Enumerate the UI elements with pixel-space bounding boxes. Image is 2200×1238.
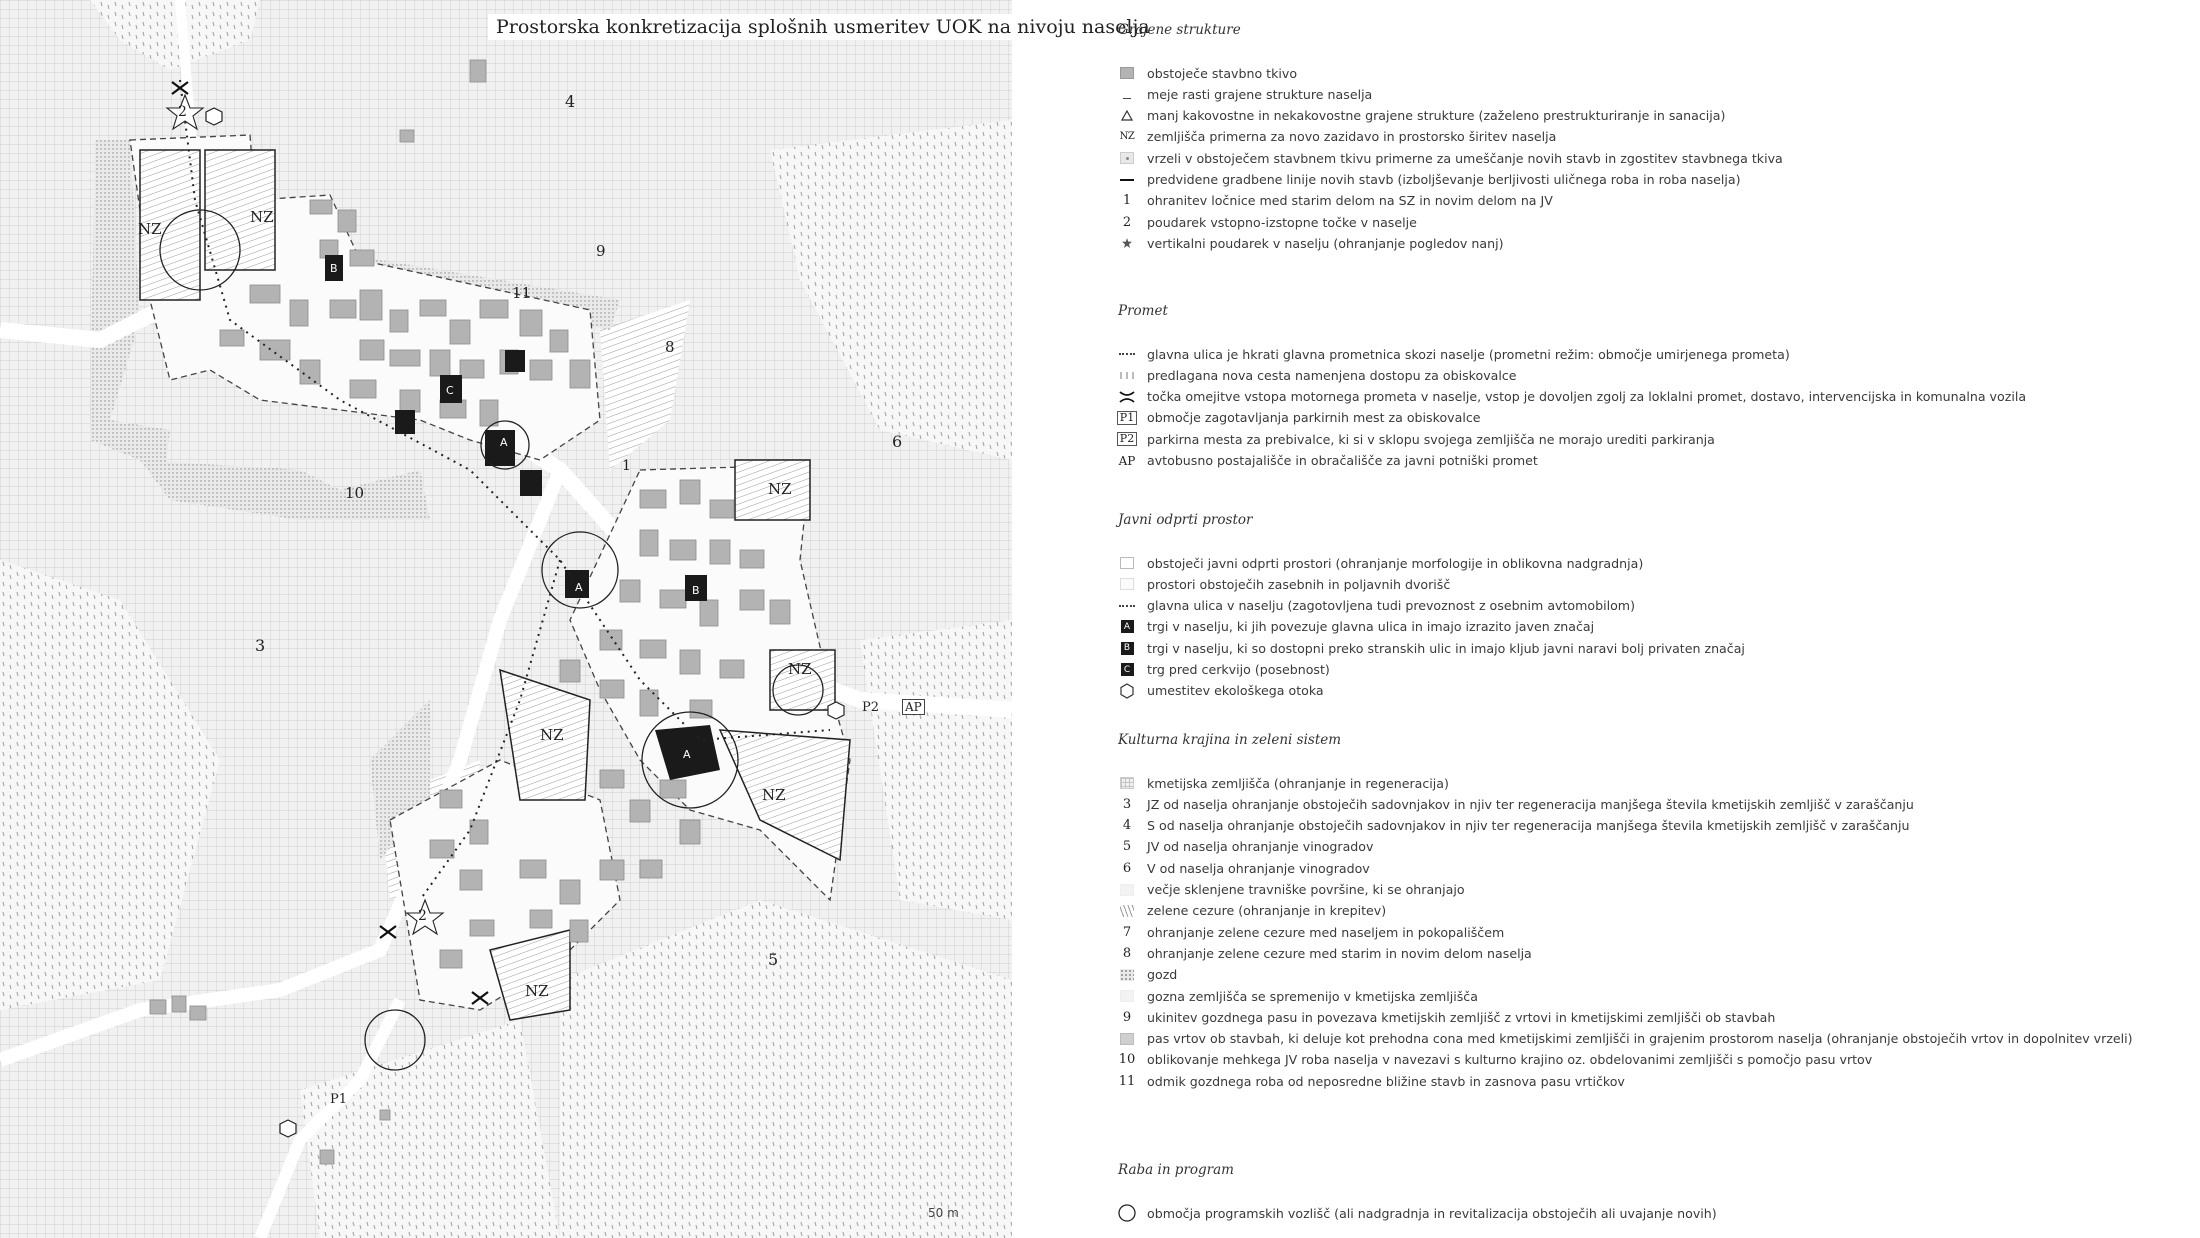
legend-item-text: JV od naselja ohranjanje vinogradov [1147, 839, 1374, 855]
legend-section-title: Kulturna krajina in zeleni sistem [1118, 732, 1342, 748]
legend-symbol-white-square-light-icon [1118, 575, 1136, 593]
legend-item [1118, 597, 1635, 615]
legend-item [1118, 1008, 1775, 1026]
legend-item [1118, 64, 1297, 82]
parking-p2-label: P2 [862, 700, 880, 715]
legend-item [1118, 1072, 1625, 1090]
legend-symbol-faint-square-icon [1118, 881, 1136, 899]
legend-symbol-number-icon: 7 [1122, 924, 1132, 940]
legend-item [1118, 774, 1449, 792]
legend-item [1118, 618, 1594, 636]
legend-item [1118, 639, 1745, 657]
zone-label-1: 1 [622, 458, 631, 474]
legend-item [1118, 966, 1177, 984]
square-label-a: A [683, 748, 691, 761]
legend-item-text: glavna ulica je hkrati glavna prometnica skozi naselje (prometni režim: območje umirjenega prometa) [1147, 346, 1790, 362]
square-label-c: C [446, 384, 454, 397]
legend-item [1118, 171, 1741, 189]
nz-label: NZ [768, 480, 792, 498]
legend-symbol-number-icon: 6 [1122, 860, 1132, 876]
legend-item-text: oblikovanje mehkega JV roba naselja v navezavi s kulturno krajino oz. obdelovanimi zemljišči s pomočjo pasu vrtov [1147, 1052, 1873, 1068]
legend-item [1118, 554, 1643, 572]
zone-label-4: 4 [565, 92, 576, 111]
zone-label-6: 6 [892, 432, 903, 451]
legend-item [1118, 149, 1783, 167]
map-title: Prostorska konkretizacija splošnih usmeritev UOK na nivoju naselja [488, 14, 1158, 40]
legend-symbol-short-line-icon [1118, 85, 1136, 103]
legend-symbol-white-square-icon [1118, 554, 1136, 572]
nz-label: NZ [525, 982, 549, 1000]
legend-item [1118, 944, 1532, 962]
legend-item [1118, 795, 1914, 813]
legend-item [1118, 452, 1538, 470]
legend-item [1118, 1051, 1872, 1069]
legend-item [1118, 234, 1504, 252]
legend-symbol-box-label-icon: P1 [1118, 409, 1136, 427]
legend-symbol-number-icon: 1 [1122, 193, 1132, 209]
legend-item-text: pas vrtov ob stavbah, ki deluje kot prehodna cona med kmetijskimi zemljišči in grajenim prostorom naselja (ohranjanje obstoječih vrtov in dopolnitev vrzeli) [1147, 1031, 2133, 1047]
zone-label-10: 10 [345, 484, 365, 502]
legend-item-text: ukinitev gozdnega pasu in povezava kmetijskih zemljišč z vrtovi in kmetijskimi zemljišči ob stavbah [1147, 1009, 1776, 1025]
legend-symbol-black-label-icon: C [1118, 661, 1136, 679]
legend-item [1118, 987, 1478, 1005]
legend-symbol-dotted-square-icon [1118, 149, 1136, 167]
legend-item [1118, 388, 2026, 406]
legend-item-text: glavna ulica v naselju (zagotovljena tudi prevoznost z osebnim avtomobilom) [1147, 598, 1635, 614]
legend-item [1118, 838, 1373, 856]
legend-item-text: JZ od naselja ohranjanje obstoječih sadovnjakov in njiv ter regeneracija manjšega števila kmetijskih zemljišč v zaraščanju [1147, 796, 1914, 812]
legend-item [1118, 817, 1910, 835]
legend-item [1118, 881, 1465, 899]
legend-item-text: ohranitev ločnice med starim delom na SZ in novim delom na JV [1147, 193, 1553, 209]
legend-item-text: vrzeli v obstoječem stavbnem tkivu primerne za umeščanje novih stavb in zgostitev stavbnega tkiva [1147, 150, 1783, 166]
scale-bar-label: 50 m [928, 1206, 959, 1220]
legend-item-text: zemljišča primerna za novo zazidavo in prostorsko širitev naselja [1147, 129, 1557, 145]
legend-symbol-box-label-icon: P2 [1118, 430, 1136, 448]
legend-section-title: Raba in program [1118, 1162, 1234, 1178]
zone-label-8: 8 [665, 338, 675, 356]
legend-section [1118, 303, 2027, 468]
zone-label-3: 3 [255, 636, 266, 655]
legend-item [1118, 575, 1450, 593]
zone-label-9: 9 [596, 242, 606, 260]
legend-item-text: S od naselja ohranjanje obstoječih sadovnjakov in njiv ter regeneracija manjšega števila kmetijskih zemljišč v zaraščanju [1147, 818, 1910, 834]
parking-p1-label: P1 [330, 1092, 348, 1107]
map-canvas [0, 0, 1012, 1238]
legend-item [1118, 859, 1370, 877]
legend-symbol-nz-label-icon: NZ [1119, 130, 1135, 142]
legend-item-text: avtobusno postajališče in obračališče za javni potniški promet [1147, 453, 1538, 468]
legend-symbol-light-grey-square-icon [1118, 1030, 1136, 1048]
legend-item-text: umestitev ekološkega otoka [1147, 683, 1324, 699]
legend-section [1118, 1162, 1717, 1221]
nz-label: NZ [540, 726, 564, 744]
legend-item-text: odmik gozdnega roba od neposredne bližine stavb in zasnova pasu vrtičkov [1147, 1073, 1625, 1089]
legend-item [1118, 213, 1417, 231]
legend-item [1118, 128, 1556, 146]
legend-symbol-grid-square-icon [1118, 774, 1136, 792]
legend-section-title: Grajene strukture [1118, 22, 1241, 38]
legend-symbol-number-icon: 8 [1122, 945, 1132, 961]
legend-item-text: večje sklenjene travniške površine, ki se ohranjajo [1147, 882, 1465, 897]
legend-item-text: predlagana nova cesta namenjena dostopu za obiskovalce [1147, 367, 1517, 383]
legend-item-text: trg pred cerkvijo (posebnost) [1147, 662, 1330, 677]
legend-symbol-star-icon [1118, 234, 1136, 252]
legend-section-title: Javni odprti prostor [1118, 512, 1253, 528]
legend-item-text: točka omejitve vstopa motornega prometa v naselje, vstop je dovoljen zgolj za loklalni promet, dostavo, intervencijska in komunalna vozila [1147, 389, 2027, 405]
legend-item-text: predvidene gradbene linije novih stavb (izboljševanje berljivosti uličnega roba in roba naselja) [1147, 172, 1741, 187]
legend-symbol-number-icon: 5 [1122, 839, 1132, 855]
legend-section [1118, 512, 1745, 699]
square-label-b: B [330, 262, 338, 275]
legend-item-text: kmetijska zemljišča (ohranjanje in regeneracija) [1147, 775, 1449, 791]
legend-symbol-dotted-line-icon [1118, 597, 1136, 615]
legend-item [1118, 902, 1386, 920]
legend-symbol-plain-label-icon: AP [1118, 453, 1136, 468]
legend-symbol-black-label-icon: B [1118, 639, 1136, 657]
legend-item [1118, 409, 1481, 427]
legend-item [1118, 682, 1324, 700]
legend-item [1118, 1030, 2133, 1048]
legend-item-text: trgi v naselju, ki jih povezuje glavna ulica in imajo izrazito javen značaj [1147, 619, 1595, 635]
bus-stop-label: AP [902, 699, 925, 715]
legend-symbol-number-icon: 3 [1122, 796, 1132, 812]
legend-symbol-faint-square-icon [1118, 987, 1136, 1005]
legend-item-text: območja programskih vozlišč (ali nadgradnja in revitalizacija obstoječih ali uvajanje novih) [1147, 1205, 1717, 1221]
legend-item-text: zelene cezure (ohranjanje in krepitev) [1147, 903, 1387, 919]
entry-label-2: 2 [418, 908, 427, 924]
legend-item [1118, 661, 1330, 679]
legend-symbol-number-icon: 2 [1122, 214, 1132, 230]
legend-item-text: parkirna mesta za prebivalce, ki si v sklopu svojega zemljišča ne morajo urediti parkiranja [1147, 431, 1715, 447]
legend-item-text: prostori obstoječih zasebnih in poljavnih dvorišč [1147, 576, 1451, 592]
legend-item-text: meje rasti grajene strukture naselja [1147, 86, 1373, 102]
legend-item-text: trgi v naselju, ki so dostopni preko stranskih ulic in imajo kljub javni naravi bolj privaten značaj [1147, 640, 1745, 656]
legend-symbol-number-icon: 10 [1118, 1052, 1136, 1068]
square-label-a: A [575, 581, 583, 594]
legend-item [1118, 107, 1725, 125]
entry-label-2: 2 [178, 104, 187, 120]
legend-symbol-thick-line-icon [1118, 171, 1136, 189]
legend-symbol-circle-icon [1118, 1204, 1136, 1222]
zone-label-11: 11 [512, 284, 532, 302]
legend-item-text: V od naselja ohranjanje vinogradov [1147, 860, 1370, 876]
legend-section-title: Promet [1118, 303, 1168, 319]
legend-symbol-triangle-icon [1118, 107, 1136, 125]
legend-item [1118, 366, 1517, 384]
legend-item-text: obstoječi javni odprti prostori (ohranjanje morfologije in oblikovna nadgradnja) [1147, 555, 1644, 571]
legend-item [1118, 85, 1372, 103]
legend-item-text: obstoječe stavbno tkivo [1147, 65, 1298, 81]
nz-label: NZ [762, 786, 786, 804]
nz-zone-e [770, 650, 835, 710]
legend-item-text: gozna zemljišča se spremenijo v kmetijska zemljišča [1147, 988, 1478, 1004]
legend-item-text: manj kakovostne in nekakovostne grajene strukture (zaželeno prestrukturiranje in sanacija) [1147, 108, 1726, 124]
legend-item-text: vertikalni poudarek v naselju (ohranjanje pogledov nanj) [1147, 235, 1504, 251]
legend-item-text: gozd [1147, 967, 1178, 983]
legend-symbol-tick-line-icon [1118, 366, 1136, 384]
legend-item-text: poudarek vstopno-izstopne točke v naselje [1147, 214, 1417, 230]
legend-symbol-hatch-square-icon [1118, 902, 1136, 920]
square-label-b: B [692, 584, 700, 597]
nz-label: NZ [138, 220, 162, 238]
legend-item [1118, 430, 1715, 448]
nz-label: NZ [250, 208, 274, 226]
legend-item [1118, 1204, 1717, 1222]
legend-symbol-number-icon: 4 [1122, 818, 1132, 834]
legend-symbol-forest-square-icon [1118, 966, 1136, 984]
legend-item-text: ohranjanje zelene cezure med naseljem in pokopališčem [1147, 924, 1505, 940]
legend-symbol-number-icon: 11 [1118, 1073, 1136, 1089]
legend-symbol-number-icon: 9 [1122, 1009, 1132, 1025]
zone-label-5: 5 [768, 950, 779, 969]
legend-item [1118, 192, 1553, 210]
legend-item-text: ohranjanje zelene cezure med starim in novim delom naselja [1147, 945, 1532, 961]
legend-item-text: območje zagotavljanja parkirnih mest za obiskovalce [1147, 410, 1481, 426]
legend-symbol-black-label-icon: A [1118, 618, 1136, 636]
legend-section [1118, 22, 1783, 251]
legend-item [1118, 345, 1790, 363]
legend-section [1118, 732, 2133, 1089]
legend-symbol-dotted-line-icon [1118, 345, 1136, 363]
legend-item [1118, 923, 1504, 941]
legend-symbol-cross-restrict-icon [1118, 388, 1136, 406]
nz-label: NZ [788, 660, 812, 678]
legend-symbol-grey-square-icon [1118, 64, 1136, 82]
square-label-a: A [500, 436, 508, 449]
legend-symbol-hexagon-icon [1118, 682, 1136, 700]
